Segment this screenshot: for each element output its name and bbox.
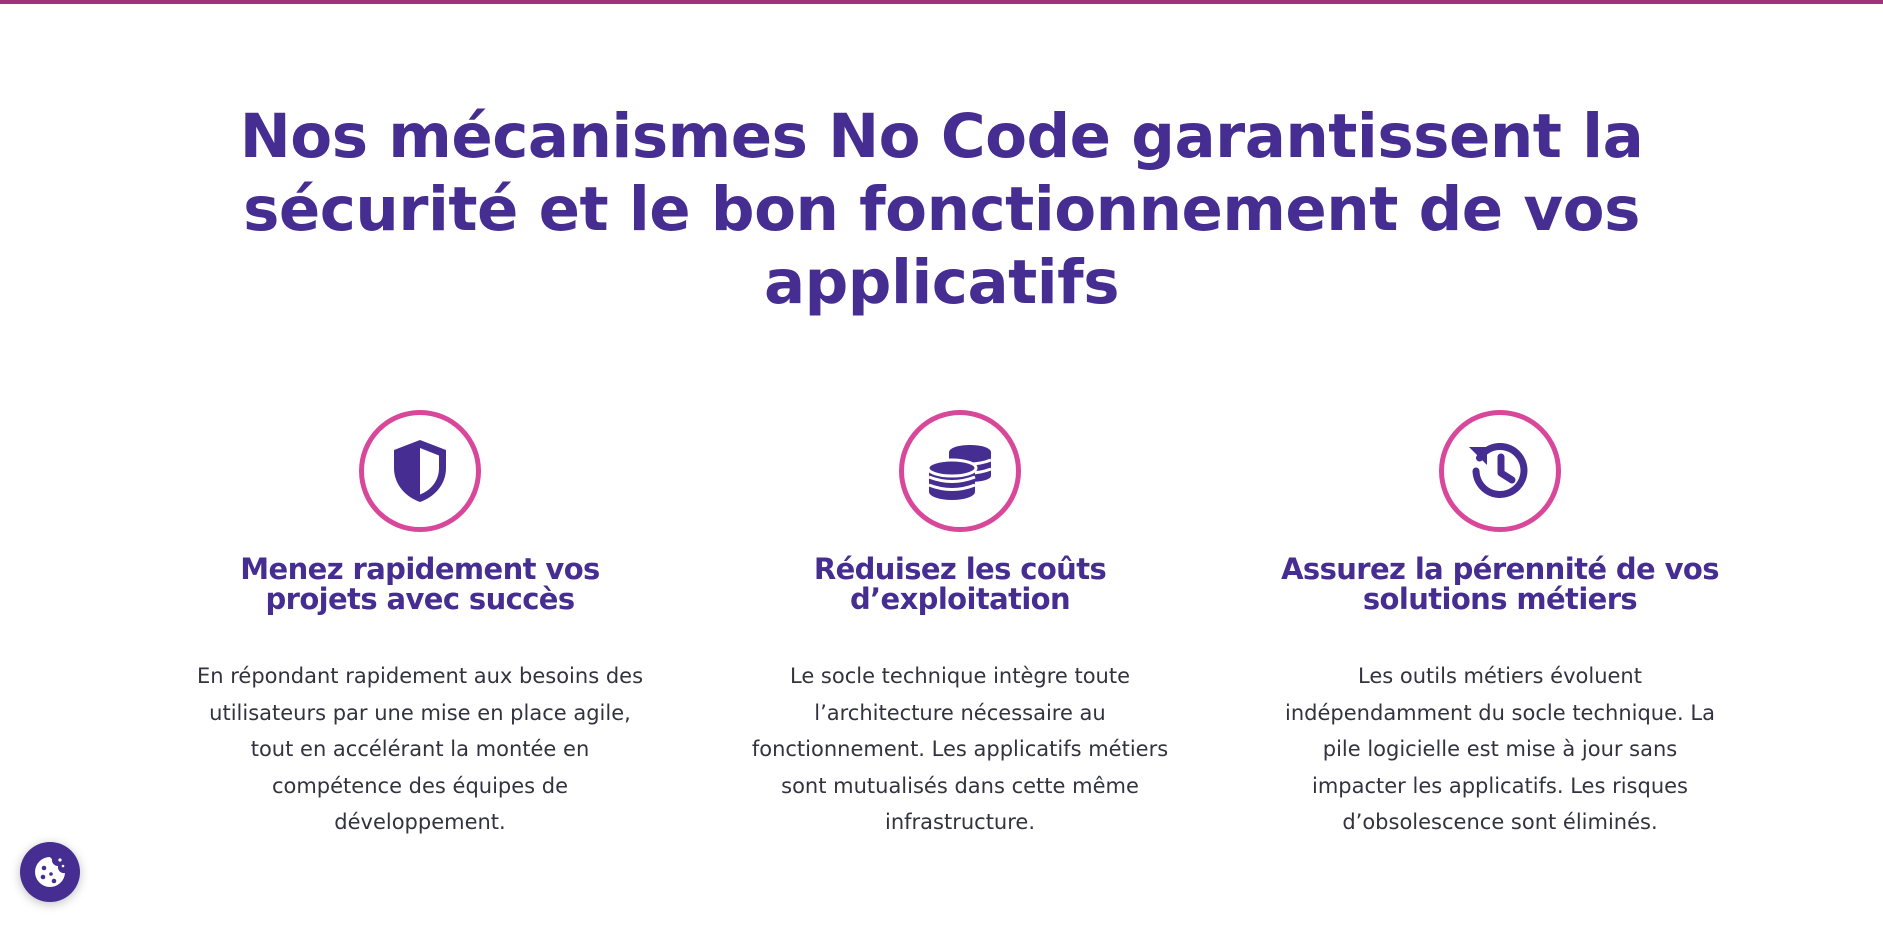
shield-icon — [359, 410, 481, 532]
section-heading — [0, 100, 1883, 319]
feature-card-longevity — [1265, 410, 1735, 841]
feature-title — [725, 554, 1195, 614]
feature-text-line: Les outils métiers évoluent — [1358, 664, 1642, 688]
feature-text-line: tout en accélérant la montée en — [250, 737, 590, 761]
feature-text-line: sont mutualisés dans cette même — [781, 773, 1139, 798]
feature-text-line: infrastructure. — [884, 810, 1035, 834]
heading-line: applicatifs — [763, 247, 1120, 318]
feature-text-line: compétence des équipes de — [271, 773, 569, 798]
feature-text-line: d’obsolescence sont éliminés. — [1342, 810, 1658, 834]
heading-line: sécurité et le bon fonctionnement de vos — [243, 174, 1640, 245]
heading-line: Nos mécanismes No Code garantissent la — [239, 101, 1644, 172]
feature-description — [185, 658, 655, 841]
feature-card-speed — [185, 410, 655, 841]
feature-text-line: l’architecture nécessaire au — [814, 700, 1106, 725]
feature-title-line: solutions métiers — [1362, 582, 1638, 616]
feature-text-line: indépendamment du socle technique. La — [1285, 700, 1715, 725]
feature-description — [1265, 658, 1735, 841]
feature-title-line: d’exploitation — [849, 582, 1071, 616]
feature-title-line: Menez rapidement vos — [240, 552, 600, 586]
history-icon — [1439, 410, 1561, 532]
features-row — [0, 410, 1883, 850]
cookie-icon — [33, 855, 67, 889]
feature-title-line: projets avec succès — [265, 582, 575, 616]
feature-description — [725, 658, 1195, 841]
feature-text-line: pile logicielle est mise à jour sans — [1322, 737, 1678, 761]
feature-card-costs — [725, 410, 1195, 841]
feature-title-line: Assurez la pérennité de vos — [1281, 552, 1719, 586]
cookie-settings-button[interactable] — [20, 842, 80, 902]
top-accent-bar — [0, 0, 1883, 4]
feature-title — [1265, 554, 1735, 614]
feature-title-line: Réduisez les coûts — [813, 552, 1107, 586]
feature-text-line: En répondant rapidement aux besoins des — [196, 664, 644, 688]
feature-title — [185, 554, 655, 614]
feature-text-line: développement. — [334, 810, 506, 834]
feature-text-line: utilisateurs par une mise en place agile, — [209, 700, 631, 725]
feature-text-line: impacter les applicatifs. Les risques — [1311, 773, 1688, 798]
feature-text-line: Le socle technique intègre toute — [789, 664, 1131, 688]
feature-text-line: fonctionnement. Les applicatifs métiers — [751, 737, 1169, 761]
coins-icon — [899, 410, 1021, 532]
